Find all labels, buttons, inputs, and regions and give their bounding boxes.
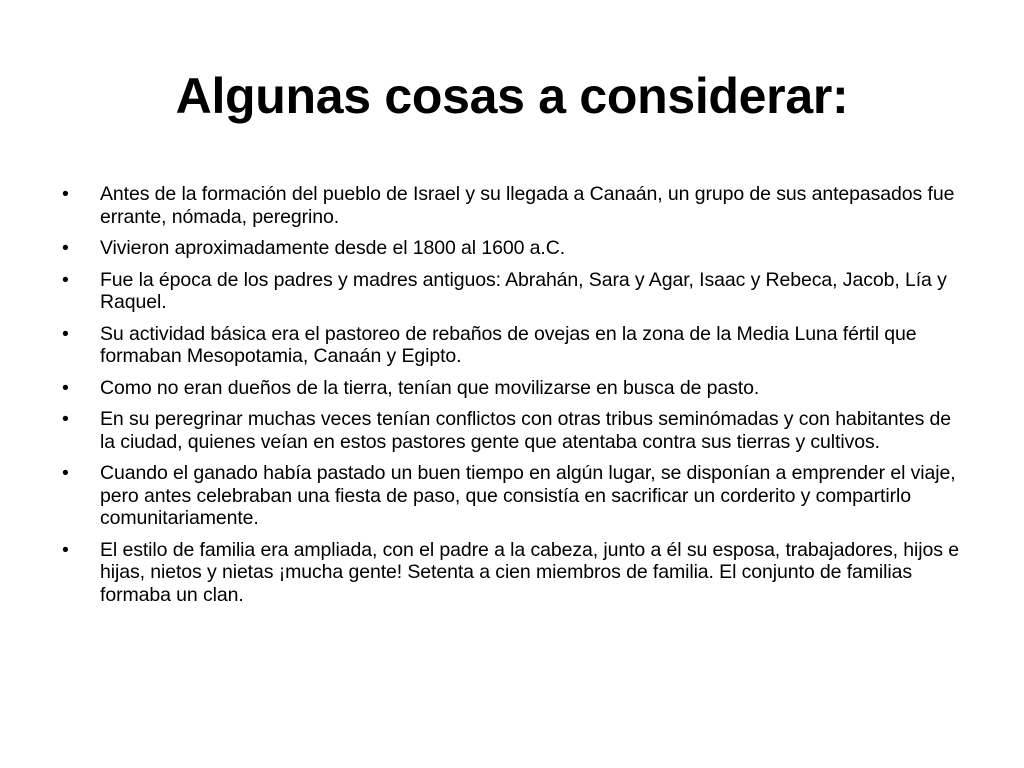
bullet-item xyxy=(62,462,962,530)
bullet-text: Fue la época de los padres y madres antiguos: Abrahán, Sara y Agar, Isaac y Rebeca, Jacob, Lía y Raquel. xyxy=(100,268,947,313)
bullet-text: Cuando el ganado había pastado un buen tiempo en algún lugar, se disponían a emprender el viaje, pero antes celebraban una fiesta de paso, que consistía en sacrificar un corderito y compartirlo comunitariamente. xyxy=(100,462,956,529)
bullet-text: Su actividad básica era el pastoreo de rebaños de ovejas en la zona de la Media Luna fértil que formaban Mesopotamia, Canaán y Egipto. xyxy=(100,322,917,367)
bullet-mark: • xyxy=(62,322,69,345)
slide-title: Algunas cosas a considerar: xyxy=(175,68,849,124)
bullet-item xyxy=(62,323,962,368)
bullet-item xyxy=(62,183,962,228)
bullet-mark: • xyxy=(62,376,69,399)
bullet-item xyxy=(62,269,962,314)
bullet-item xyxy=(62,539,962,607)
bullet-text: El estilo de familia era ampliada, con el padre a la cabeza, junto a él su esposa, trabajadores, hijos e hijas, nietos y nietas ¡mucha gente! Setenta a cien miembros de familia. El conjunto de familias formaba un clan. xyxy=(100,538,959,606)
bullet-mark: • xyxy=(62,408,69,430)
bullet-text: Vivieron aproximadamente desde el 1800 al 1600 a.C. xyxy=(100,237,566,259)
bullet-list xyxy=(62,183,962,615)
bullet-text: Antes de la formación del pueblo de Israel y su llegada a Canaán, un grupo de sus antepasados fue errante, nómada, peregrino. xyxy=(100,183,955,228)
bullet-item xyxy=(62,408,962,453)
bullet-text: Como no eran dueños de la tierra, tenían que movilizarse en busca de pasto. xyxy=(100,376,760,399)
bullet-mark: • xyxy=(62,237,69,259)
bullet-mark: • xyxy=(62,462,69,484)
bullet-mark: • xyxy=(62,268,69,291)
bullet-item xyxy=(62,377,962,400)
bullet-mark: • xyxy=(62,183,69,205)
bullet-item xyxy=(62,237,962,260)
bullet-text: En su peregrinar muchas veces tenían conflictos con otras tribus seminómadas y con habitantes de la ciudad, quienes veían en estos pastores gente que atentaba contra sus tierras y cultivos. xyxy=(100,408,952,453)
bullet-mark: • xyxy=(62,538,69,561)
